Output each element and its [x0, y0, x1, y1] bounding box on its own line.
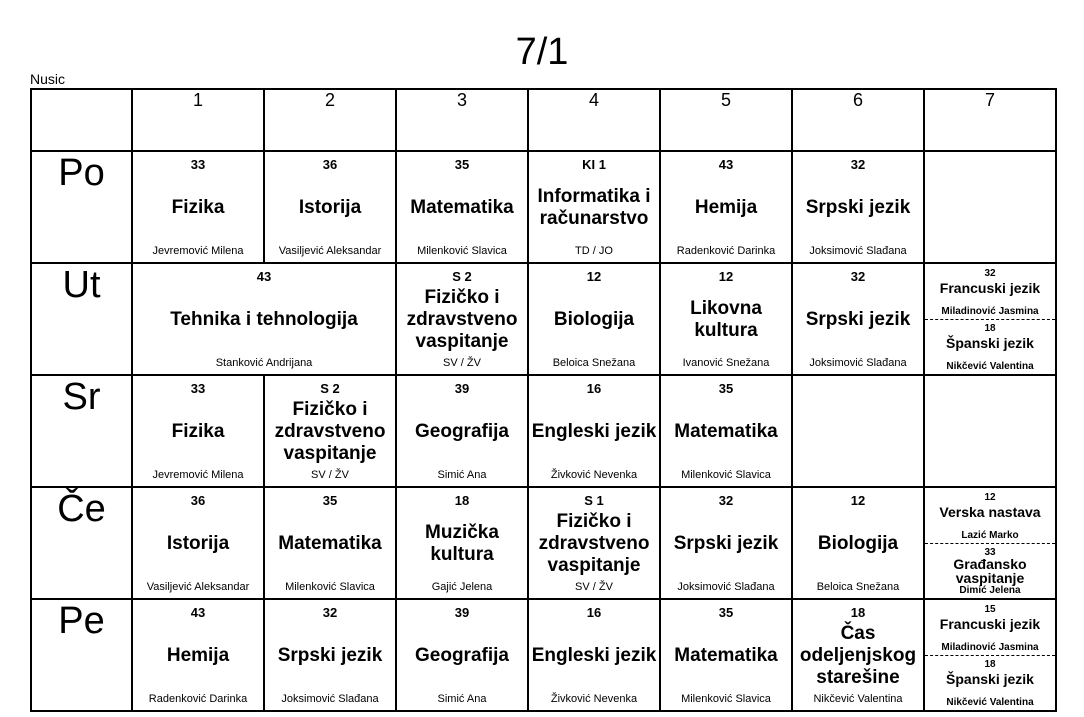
subject-name: Engleski jezik [531, 421, 657, 442]
room-number: 18 [984, 659, 996, 670]
day-row [31, 375, 1056, 487]
room-number: 12 [586, 269, 602, 284]
teacher-name: Živković Nevenka [550, 469, 638, 481]
room-number: KI 1 [582, 157, 606, 172]
teacher-name: Milenković Slavica [285, 581, 375, 593]
teacher-name: Simić Ana [437, 693, 487, 705]
subject-name: Čas odeljenjskog starešine [799, 623, 917, 688]
subject-name: Istorija [166, 533, 230, 554]
room-number: 43 [256, 269, 272, 284]
teacher-name: Jevremović Milena [152, 469, 244, 481]
lesson [265, 600, 395, 710]
lesson [793, 152, 923, 262]
day-row [31, 599, 1056, 711]
subject-name: Engleski jezik [531, 645, 657, 666]
empty-cell [924, 375, 1056, 487]
lesson-cell [132, 375, 264, 487]
subject-name: Fizičko i zdravstveno vaspitanje [538, 511, 650, 576]
room-number: 35 [454, 157, 470, 172]
split-lesson [925, 600, 1055, 710]
lesson [661, 152, 791, 262]
room-number: 12 [718, 269, 734, 284]
room-number: 35 [322, 493, 338, 508]
lesson-cell [528, 599, 660, 711]
room-number: 39 [454, 605, 470, 620]
subject-name: Španski jezik [946, 335, 1034, 351]
room-number: 16 [586, 605, 602, 620]
lesson-option [925, 543, 1055, 598]
split-lesson-cell [924, 487, 1056, 599]
teacher-name: SV / ŽV [575, 581, 613, 593]
teacher-name: Milenković Slavica [681, 693, 771, 705]
period-header: 1 [132, 89, 264, 151]
teacher-name: Dimić Jelena [959, 585, 1021, 596]
subject-name: Srpski jezik [277, 645, 383, 666]
room-number: 35 [718, 605, 734, 620]
lesson-cell [396, 487, 528, 599]
lesson-cell [396, 375, 528, 487]
lesson [133, 264, 395, 374]
subject-name: Hemija [166, 645, 230, 666]
room-number: 32 [850, 269, 866, 284]
room-number: 39 [454, 381, 470, 396]
teacher-name: Stanković Andrijana [215, 357, 313, 369]
subject-name: Srpski jezik [805, 309, 911, 330]
period-header: 4 [528, 89, 660, 151]
lesson [133, 488, 263, 598]
lesson-cell [396, 263, 528, 375]
room-number: 32 [718, 493, 734, 508]
subject-name: Biologija [553, 309, 635, 330]
teacher-name: Beloica Snežana [552, 357, 636, 369]
teacher-name: Beloica Snežana [816, 581, 900, 593]
lesson [397, 488, 527, 598]
teacher-name: Vasiljević Aleksandar [278, 245, 382, 257]
teacher-name: Simić Ana [437, 469, 487, 481]
lesson-cell [396, 151, 528, 263]
day-label: Ut [31, 263, 132, 375]
empty-cell [924, 151, 1056, 263]
day-label: Po [31, 151, 132, 263]
period-header: 3 [396, 89, 528, 151]
teacher-name: Gajić Jelena [431, 581, 493, 593]
teacher-name: TD / JO [575, 245, 613, 257]
teacher-name: Joksimović Slađana [281, 693, 379, 705]
day-row [31, 263, 1056, 375]
lesson-cell [132, 263, 396, 375]
room-number: 32 [322, 605, 338, 620]
lesson-cell [132, 151, 264, 263]
teacher-name: Nikčević Valentina [946, 361, 1034, 372]
period-header-row [31, 89, 1056, 151]
lesson-option [925, 655, 1055, 710]
lesson-cell [792, 599, 924, 711]
lesson-cell [792, 263, 924, 375]
lesson-option [925, 319, 1055, 374]
subject-name: Hemija [694, 197, 758, 218]
teacher-name: Ivanović Snežana [682, 357, 770, 369]
teacher-name: SV / ŽV [311, 469, 349, 481]
lesson-cell [264, 599, 396, 711]
room-number: 18 [850, 605, 866, 620]
day-label: Pe [31, 599, 132, 711]
room-number: S 2 [452, 269, 472, 284]
teacher-name: Lazić Marko [961, 530, 1019, 541]
lesson [529, 600, 659, 710]
lesson [793, 488, 923, 598]
subject-name: Muzička kultura [425, 522, 499, 565]
teacher-name: Miladinović Jasmina [941, 642, 1039, 653]
day-label: Sr [31, 375, 132, 487]
lesson [661, 600, 791, 710]
teacher-name: Milenković Slavica [417, 245, 507, 257]
day-row [31, 487, 1056, 599]
lesson-cell [528, 263, 660, 375]
lesson [133, 600, 263, 710]
room-number: S 1 [584, 493, 604, 508]
subject-name: Verska nastava [939, 504, 1041, 520]
teacher-name: Nikčević Valentina [813, 693, 903, 705]
subject-name: Srpski jezik [805, 197, 911, 218]
subject-name: Matematika [278, 533, 382, 554]
corner-cell [31, 89, 132, 151]
teacher-name: Živković Nevenka [550, 693, 638, 705]
subject-name: Istorija [298, 197, 362, 218]
period-header: 6 [792, 89, 924, 151]
subject-name: Francuski jezik [939, 616, 1041, 632]
lesson [661, 264, 791, 374]
room-number: 12 [850, 493, 866, 508]
period-header: 5 [660, 89, 792, 151]
lesson [397, 600, 527, 710]
empty-cell [792, 375, 924, 487]
subject-name: Matematika [674, 421, 778, 442]
lesson [265, 488, 395, 598]
subject-name: Građansko vaspitanje [953, 556, 1027, 586]
room-number: 18 [984, 323, 996, 334]
lesson-option [925, 264, 1055, 320]
lesson-cell [792, 487, 924, 599]
lesson [793, 600, 923, 710]
room-number: 33 [190, 157, 206, 172]
subject-name: Geografija [415, 421, 509, 442]
lesson [661, 376, 791, 486]
subject-name: Likovna kultura [690, 298, 762, 341]
room-number: 43 [190, 605, 206, 620]
lesson-cell [264, 151, 396, 263]
lesson-cell [660, 263, 792, 375]
period-header: 2 [264, 89, 396, 151]
room-number: 35 [718, 381, 734, 396]
lesson [529, 376, 659, 486]
teacher-name: Nikčević Valentina [946, 697, 1034, 708]
lesson-cell [528, 151, 660, 263]
lesson [397, 152, 527, 262]
teacher-name: Radenković Darinka [676, 245, 776, 257]
room-number: 32 [850, 157, 866, 172]
teacher-name: SV / ŽV [443, 357, 481, 369]
subject-name: Biologija [817, 533, 899, 554]
lesson-cell [660, 151, 792, 263]
subject-name: Geografija [415, 645, 509, 666]
teacher-name: Vasiljević Aleksandar [146, 581, 250, 593]
room-number: 33 [984, 547, 996, 558]
lesson [529, 488, 659, 598]
lesson [265, 152, 395, 262]
subject-name: Fizičko i zdravstveno vaspitanje [274, 399, 386, 464]
room-number: 36 [190, 493, 206, 508]
subject-name: Matematika [410, 197, 514, 218]
teacher-name: Joksimović Slađana [677, 581, 775, 593]
lesson [397, 376, 527, 486]
lesson-cell [660, 599, 792, 711]
teacher-name: Joksimović Slađana [809, 357, 907, 369]
lesson [793, 264, 923, 374]
teacher-name: Jevremović Milena [152, 245, 244, 257]
lesson-cell [396, 599, 528, 711]
split-lesson [925, 488, 1055, 598]
lesson [661, 488, 791, 598]
split-lesson [925, 264, 1055, 374]
room-number: 18 [454, 493, 470, 508]
lesson [397, 264, 527, 374]
lesson-cell [264, 375, 396, 487]
split-lesson-cell [924, 599, 1056, 711]
room-number: 32 [984, 268, 996, 279]
lesson-cell [132, 599, 264, 711]
room-number: S 2 [320, 381, 340, 396]
day-row [31, 151, 1056, 263]
lesson [133, 152, 263, 262]
split-lesson-cell [924, 263, 1056, 375]
subject-name: Fizika [171, 421, 225, 442]
teacher-name: Radenković Darinka [148, 693, 248, 705]
subject-name: Informatika i računarstvo [537, 186, 651, 229]
subject-name: Tehnika i tehnologija [170, 309, 358, 330]
room-number: 16 [586, 381, 602, 396]
lesson-option [925, 600, 1055, 656]
room-number: 43 [718, 157, 734, 172]
lesson [529, 264, 659, 374]
lesson-cell [528, 487, 660, 599]
period-header: 7 [924, 89, 1056, 151]
teacher-name: Miladinović Jasmina [941, 306, 1039, 317]
page-title: 7/1 [515, 31, 569, 73]
teacher-name: Milenković Slavica [681, 469, 771, 481]
lesson-cell [132, 487, 264, 599]
lesson-cell [264, 487, 396, 599]
lesson [133, 376, 263, 486]
subject-name: Matematika [674, 645, 778, 666]
room-number: 36 [322, 157, 338, 172]
lesson-cell [660, 375, 792, 487]
lesson-option [925, 488, 1055, 544]
school-name: Nusic [30, 71, 66, 87]
room-number: 33 [190, 381, 206, 396]
room-number: 15 [984, 604, 996, 615]
lesson-cell [660, 487, 792, 599]
lesson [265, 376, 395, 486]
subject-name: Fizika [171, 197, 225, 218]
timetable-body [31, 89, 1056, 711]
day-label: Če [31, 487, 132, 599]
lesson-cell [528, 375, 660, 487]
subject-name: Fizičko i zdravstveno vaspitanje [406, 287, 518, 352]
teacher-name: Joksimović Slađana [809, 245, 907, 257]
lesson [529, 152, 659, 262]
lesson-cell [792, 151, 924, 263]
subject-name: Španski jezik [946, 671, 1034, 687]
subject-name: Francuski jezik [939, 280, 1041, 296]
room-number: 12 [984, 492, 996, 503]
timetable [30, 88, 1057, 712]
subject-name: Srpski jezik [673, 533, 779, 554]
